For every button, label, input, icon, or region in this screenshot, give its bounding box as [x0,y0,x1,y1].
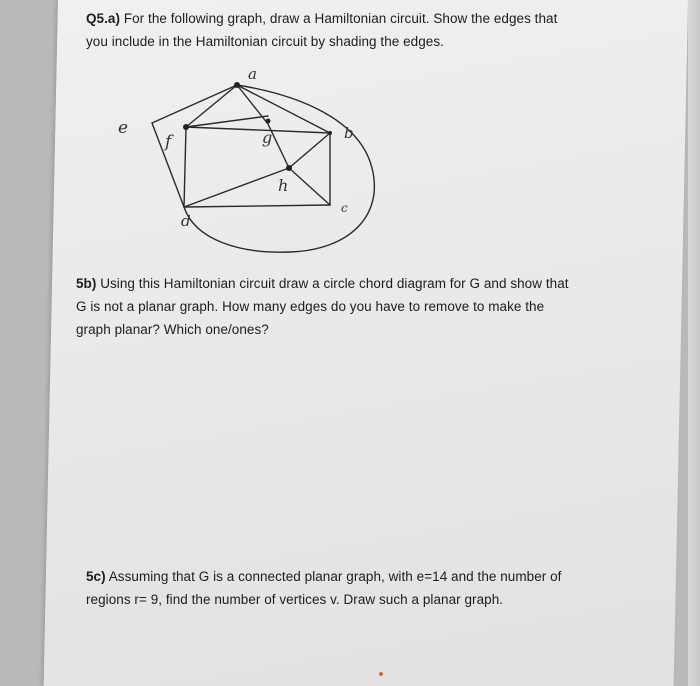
edge-d-c [184,205,330,207]
vertex-label-e: e [118,118,129,138]
question-5b-text-1: Using this Hamiltonian circuit draw a circle chord diagram for G and show that [96,276,569,291]
edge-f-b [186,127,330,133]
question-5a-line-2: you include in the Hamiltonian circuit by shading the edges. [86,34,444,49]
edge-h-b [289,133,330,168]
edge-h-c [289,168,330,205]
vertex-label-c: c [341,201,348,215]
vertex-label-a: a [248,65,257,83]
vertex-label-d: d [181,212,191,230]
question-5a-text-1: For the following graph, draw a Hamiltonian circuit. Show the edges that [120,11,558,26]
question-5b-line-3: graph planar? Which one/ones? [76,322,269,337]
vertex-f [183,124,189,130]
question-5b-label: 5b) [76,276,97,291]
question-5b-line-1 [76,272,636,295]
question-5c [86,565,646,611]
edge-f-d [184,127,186,207]
question-5c-line-1 [86,565,646,588]
question-5b [76,272,636,341]
question-5a-label: Q5.a) [86,11,121,26]
vertex-label-b: b [344,124,354,142]
edge-e-a [152,85,237,123]
edge-a-d-curve [184,85,374,252]
vertex-label-g: g [262,128,273,147]
vertex-label-h: h [278,176,289,195]
question-5c-line-2: regions r= 9, find the number of vertices v. Draw such a planar graph. [86,592,504,607]
vertex-h [286,165,292,171]
vertex-g [266,119,271,124]
question-5c-label: 5c) [86,569,106,584]
vertex-b [328,131,332,135]
question-5b-line-2: G is not a planar graph. How many edges do you have to remove to make the [76,299,545,314]
stray-mark [379,672,383,676]
question-5c-text-1: Assuming that G is a connected planar graph, with e=14 and the number of [105,569,562,584]
vertex-a [234,82,240,88]
vertex-label-f: f [165,132,172,152]
edge-d-h [184,168,289,207]
